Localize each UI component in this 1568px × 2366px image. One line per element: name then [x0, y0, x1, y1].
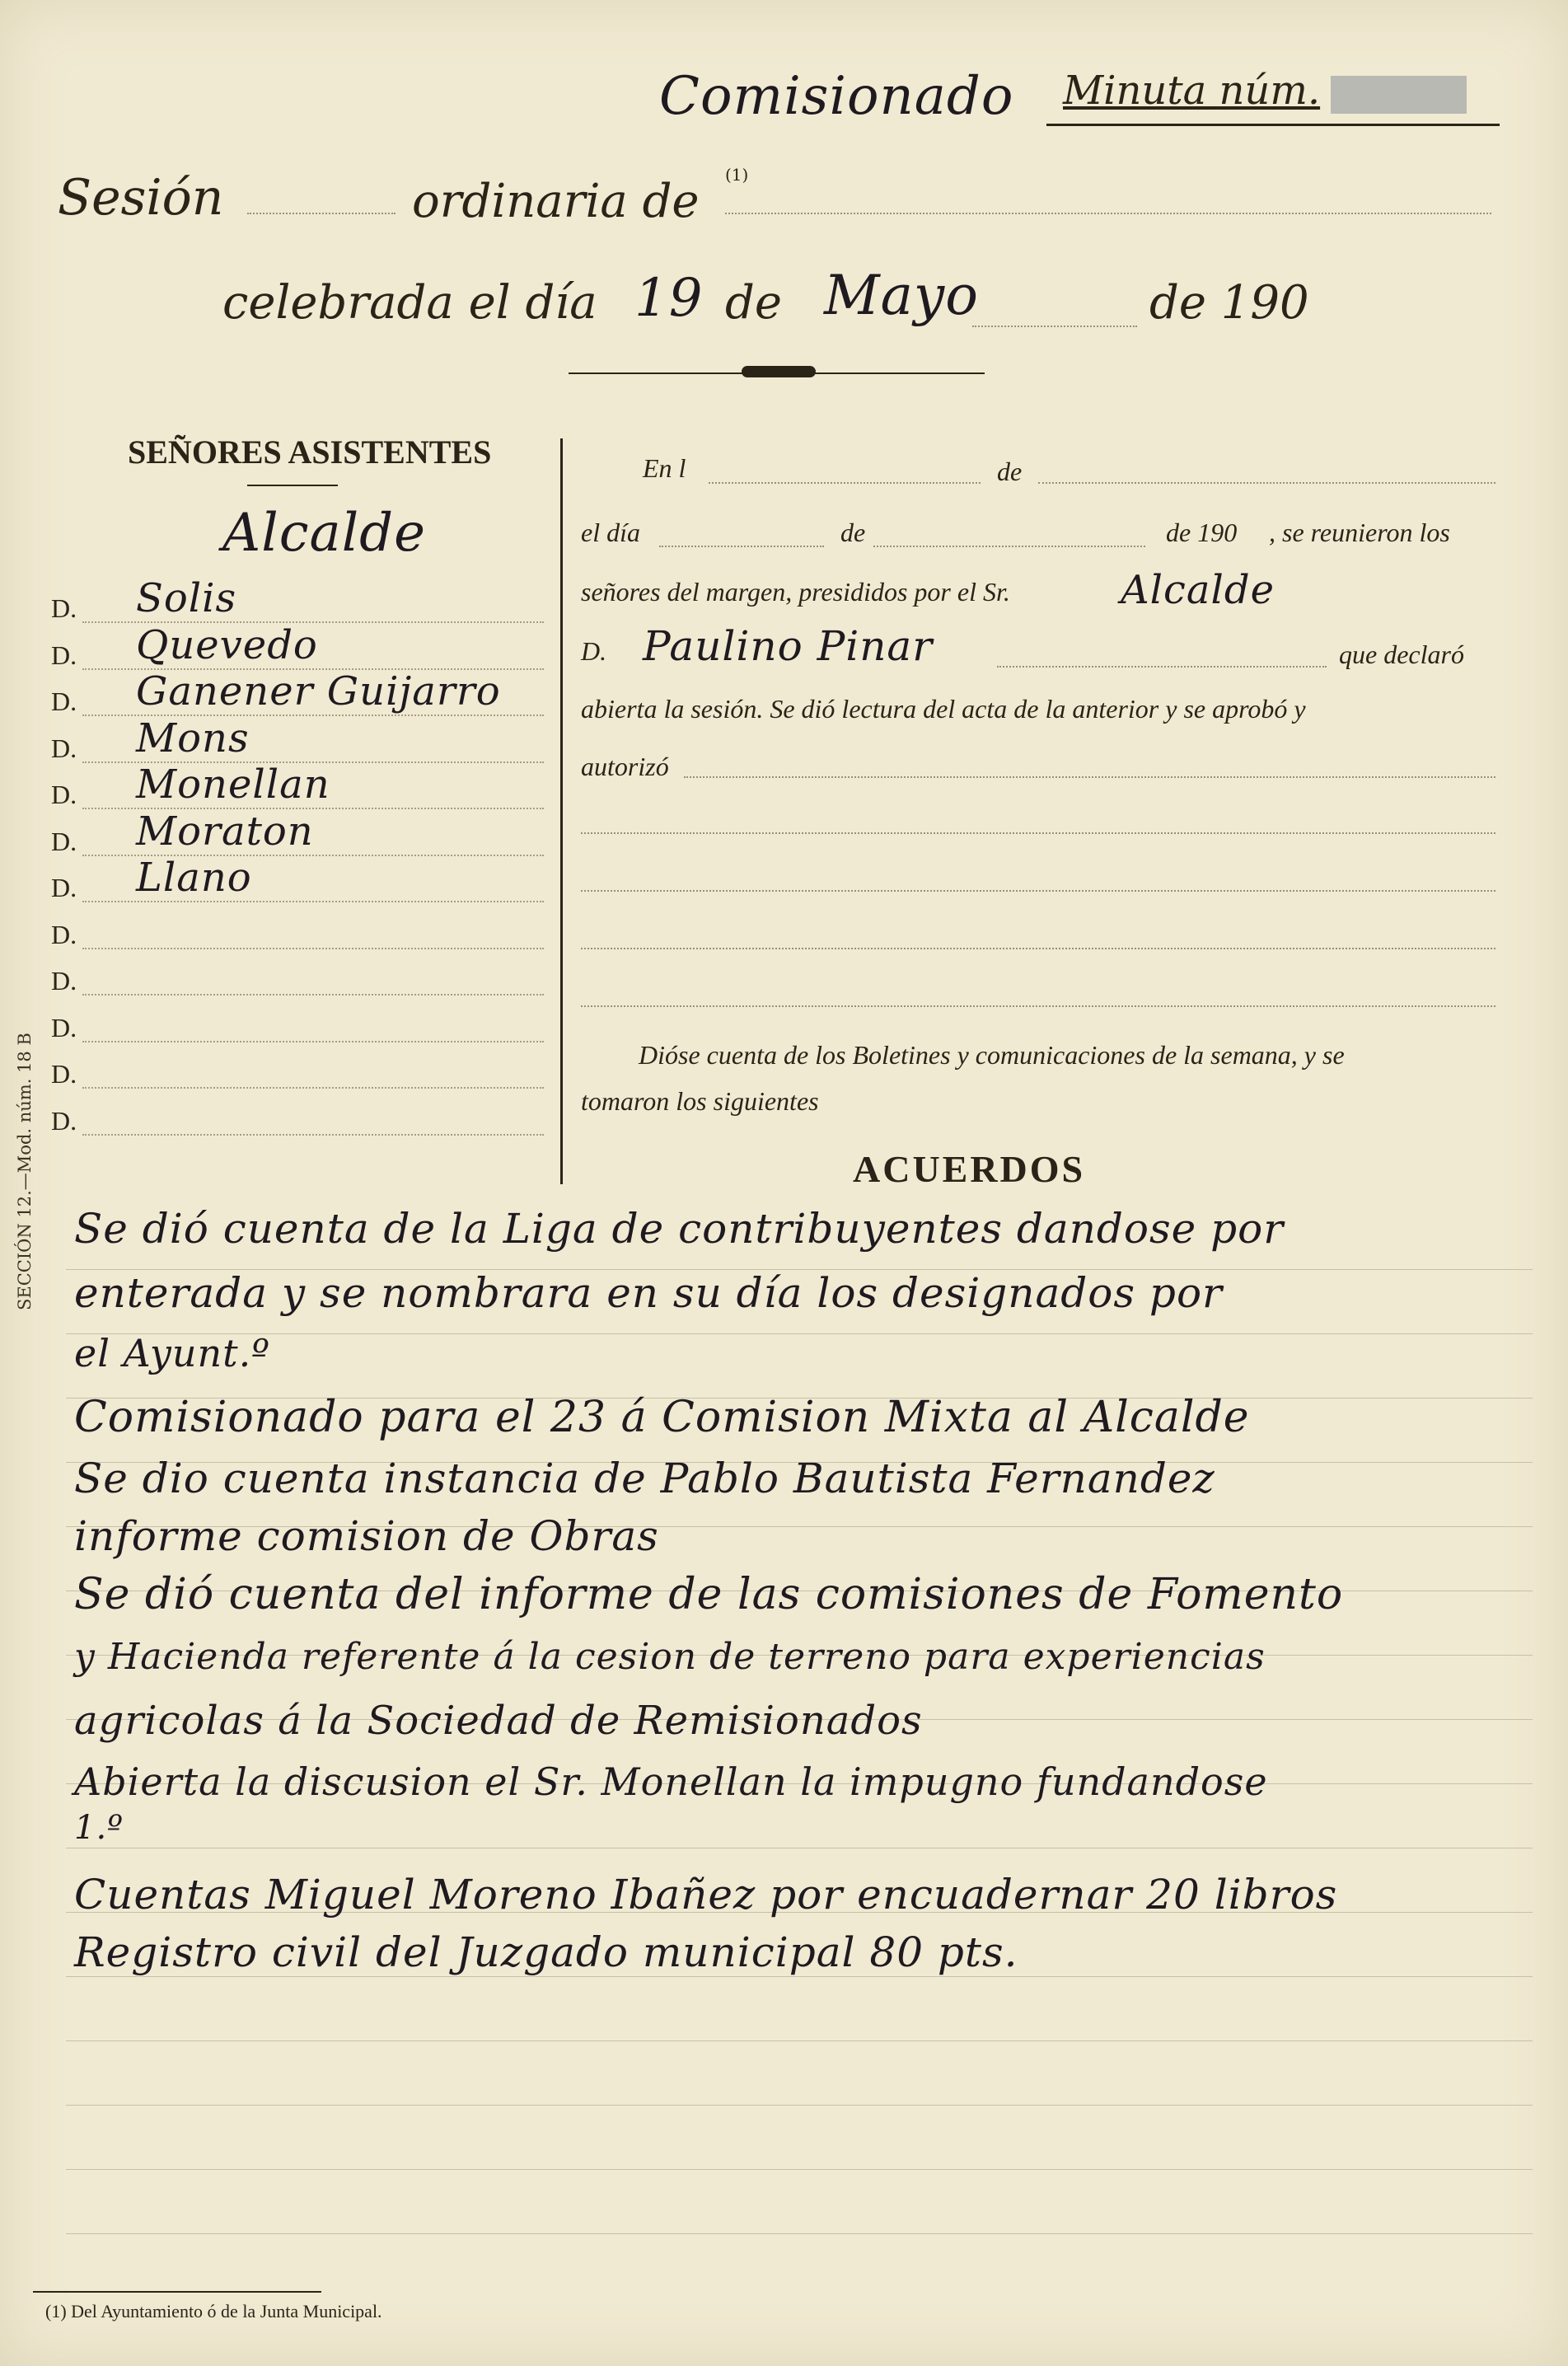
d-prefix: D.: [51, 780, 77, 809]
de-mid-text: de: [840, 518, 866, 547]
acuerdo-line: Cuentas Miguel Moreno Ibañez por encuadernar 20 libros: [74, 1871, 1338, 1919]
comision-handwritten: Comisionado: [659, 66, 1014, 127]
blank-dotted-3: [581, 948, 1495, 949]
blank-dotted-2: [581, 890, 1495, 892]
ordinaria-dotted-line: [725, 213, 1491, 214]
asistentes-heading: SEÑORES ASISTENTES: [128, 433, 492, 471]
attendee-name: Moraton: [136, 808, 314, 855]
ruled-line: [66, 1333, 1533, 1334]
en-l-text: En l: [643, 453, 686, 483]
month-dotted-line: [972, 326, 1137, 327]
month-handwritten: Mayo: [824, 264, 979, 327]
d-prefix: D.: [51, 733, 77, 763]
de-word: de: [725, 276, 782, 330]
d-prefix: D.: [51, 826, 77, 856]
acuerdo-line: Se dió cuenta de la Liga de contribuyentes dandose por: [74, 1205, 1285, 1253]
en-l-dotted: [709, 482, 981, 484]
d-prefix: D.: [51, 966, 77, 996]
diose-line-2: tomaron los siguientes: [581, 1086, 819, 1116]
attendee-dotted-line: [82, 901, 544, 902]
de-190: de 190: [1149, 276, 1309, 330]
sesion-word: Sesión: [58, 169, 224, 227]
el-dia-text: el día: [581, 518, 640, 547]
footer-rule: [33, 2291, 321, 2293]
minuta-number-box: [1331, 76, 1467, 114]
day-handwritten: 19: [634, 268, 704, 329]
de-text: de: [997, 457, 1023, 486]
attendee-dotted-line: [82, 1041, 544, 1042]
attendee-name: Solis: [136, 575, 237, 621]
acuerdo-line: Comisionado para el 23 á Comision Mixta al Alcalde: [74, 1393, 1250, 1442]
celebrada-text: celebrada el día: [222, 276, 597, 330]
attendee-dotted-line: [82, 1087, 544, 1089]
footer-footnote: (1) Del Ayuntamiento ó de la Junta Municipal.: [45, 2301, 382, 2321]
attendee-name: Quevedo: [136, 621, 318, 668]
blank-dotted-1: [581, 832, 1495, 834]
ruled-line: [66, 2169, 1533, 2170]
d-prefix: D.: [51, 1012, 77, 1042]
presidente-name-handwritten: Paulino Pinar: [643, 622, 934, 670]
de-dotted: [1038, 482, 1495, 484]
d-prefix: D.: [51, 1059, 77, 1089]
attendee-name: Ganener Guijarro: [136, 668, 501, 714]
heading-rule: [247, 485, 338, 486]
form-code-label: SECCIÓN 12.—Mod. núm. 18 B: [15, 1033, 35, 1310]
ruled-line: [66, 2040, 1533, 2041]
acuerdo-line: Abierta la discusion el Sr. Monellan la impugno fundandose: [74, 1759, 1268, 1804]
acuerdo-line: Se dio cuenta instancia de Pablo Bautista Fernandez: [74, 1455, 1215, 1502]
footnote-marker: (1): [725, 165, 749, 185]
d-prefix: D.: [51, 640, 77, 670]
abierta-text: abierta la sesión. Se dió lectura del acta de la anterior y se aprobó y: [581, 694, 1306, 724]
attendee-dotted-line: [82, 1134, 544, 1136]
acuerdo-line: 1.º: [74, 1809, 124, 1847]
d-prefix-right: D.: [581, 636, 607, 666]
d-prefix: D.: [51, 1105, 77, 1136]
margen-text: señores del margen, presididos por el Sr.: [581, 577, 1010, 607]
presidente-dotted: [997, 666, 1327, 668]
el-dia-dotted: [659, 546, 824, 547]
ruled-line: [66, 1976, 1533, 1977]
alcalde-handwritten: Alcalde: [222, 503, 426, 564]
presidente-title-handwritten: Alcalde: [1121, 567, 1275, 613]
diose-line-1: Dióse cuenta de los Boletines y comunicaciones de la semana, y se: [639, 1040, 1345, 1070]
ordinaria-de: ordinaria de: [412, 175, 700, 228]
minuta-label: Minuta núm.: [1063, 68, 1321, 114]
de-190-text: de 190: [1166, 518, 1238, 547]
d-prefix: D.: [51, 686, 77, 716]
d-prefix: D.: [51, 919, 77, 949]
d-prefix: D.: [51, 593, 77, 623]
column-divider: [560, 438, 563, 1184]
ruled-line: [66, 2105, 1533, 2106]
acuerdo-line: Registro civil del Juzgado municipal 80 pts.: [74, 1928, 1018, 1976]
de-mid-dotted: [873, 546, 1145, 547]
attendee-name: Mons: [136, 714, 250, 761]
se-reunieron-text: , se reunieron los: [1269, 518, 1450, 547]
minuta-underline: [1046, 124, 1500, 126]
autorizo-dotted: [684, 776, 1495, 778]
acuerdo-line: y Hacienda referente á la cesion de terreno para experiencias: [74, 1636, 1266, 1678]
acuerdo-line: enterada y se nombrara en su día los designados por: [74, 1269, 1223, 1317]
attendee-dotted-line: [82, 994, 544, 996]
d-prefix: D.: [51, 873, 77, 902]
autorizo-text: autorizó: [581, 752, 669, 781]
attendee-dotted-line: [82, 948, 544, 949]
attendee-name: Llano: [136, 855, 252, 901]
sesion-dotted-line: [247, 213, 396, 214]
acuerdo-line: Se dió cuenta del informe de las comisiones de Fomento: [74, 1570, 1344, 1619]
acuerdo-line: el Ayunt.º: [74, 1331, 270, 1375]
ornament-center: [742, 366, 816, 377]
acuerdo-line: informe comision de Obras: [74, 1512, 659, 1560]
acuerdos-title: ACUERDOS: [853, 1148, 1086, 1190]
acuerdo-line: agricolas á la Sociedad de Remisionados: [74, 1698, 923, 1744]
ruled-line: [66, 2233, 1533, 2234]
blank-dotted-4: [581, 1005, 1495, 1007]
attendee-name: Monellan: [136, 761, 330, 808]
que-declaro-text: que declaró: [1339, 640, 1464, 669]
